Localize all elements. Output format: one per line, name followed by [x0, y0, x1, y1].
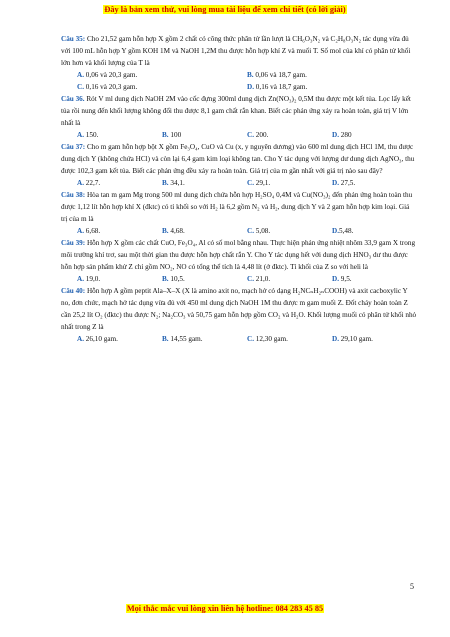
- question-text: Hòa tan m gam Mg trong 500 ml dung dịch chứa hỗn hợp H₂SO₄ 0,4M và Cu(NO₃)₂ đến phản ứng hoàn toàn thu được 1,12 lít hỗn hợp khí X (đktc) có tỉ khối so với H₂ là 6,2 gồm N₂ và H₂, dung dịch Y và 2 gam hỗn hợp kim loại. Giá trị của m là: [61, 191, 413, 223]
- question-label: Câu 36.: [61, 95, 85, 103]
- option-d[interactable]: D. 27,5.: [332, 179, 356, 187]
- question-label: Câu 37:: [61, 143, 86, 151]
- option-b[interactable]: B. 10,5.: [162, 275, 185, 283]
- option-a[interactable]: A. 19,0.: [77, 275, 101, 283]
- answer-options: [77, 225, 417, 237]
- preview-banner-text: Đây là bản xem thử, vui lòng mua tài liệu để xem chi tiết (có lời giải): [104, 5, 346, 14]
- option-a[interactable]: A. 150.: [77, 131, 99, 139]
- option-b[interactable]: B. 14,55 gam.: [162, 335, 203, 343]
- question-text: Cho 21,52 gam hỗn hợp X gồm 2 chất có công thức phân tử lần lượt là CH₆O₃N₂ và C₂H₈O₃N₂ tác dụng vừa đủ với 100 mL hỗn hợp Y gồm KOH 1M và NaOH 1,2M thu được hỗn hợp khí Z và muối T. Số mol của khí có phân tử khối lớn hơn và khối lượng của T là: [61, 35, 411, 67]
- question-label: Câu 38:: [61, 191, 86, 199]
- option-d[interactable]: D.5,48.: [332, 227, 354, 235]
- answer-options: [77, 273, 417, 285]
- page-number: 5: [410, 582, 414, 591]
- option-c[interactable]: C. 29,1.: [247, 179, 271, 187]
- question-text: Rót V ml dung dịch NaOH 2M vào cốc đựng 300ml dung dịch Zn(NO₃)₂ 0,5M thu được một kết tủa. Lọc lấy kết tủa rồi nung đến khối lượng không đổi thu được 8,1 gam chất rắn khan. Biết các phản ứng xảy ra hoàn toàn, giá trị V lớn nhất là: [61, 95, 411, 127]
- question-label: Câu 39:: [61, 239, 86, 247]
- option-c[interactable]: C. 0,16 và 20,3 gam.: [77, 83, 138, 91]
- option-d[interactable]: D. 9,5.: [332, 275, 352, 283]
- option-a[interactable]: A. 0,06 và 20,3 gam.: [77, 71, 138, 79]
- hotline-footer: [0, 604, 450, 613]
- question-label: Câu 35:: [61, 35, 86, 43]
- option-c[interactable]: C. 21,0.: [247, 275, 271, 283]
- question-39: [61, 237, 417, 285]
- option-d[interactable]: D. 280: [332, 131, 352, 139]
- answer-options: [77, 69, 417, 93]
- answer-options: [77, 129, 417, 141]
- option-a[interactable]: A. 22,7.: [77, 179, 101, 187]
- option-c[interactable]: C. 12,30 gam.: [247, 335, 288, 343]
- option-c[interactable]: C. 5,08.: [247, 227, 271, 235]
- option-a[interactable]: A. 6,68.: [77, 227, 101, 235]
- option-b[interactable]: B. 100: [162, 131, 182, 139]
- question-text: Hỗn hợp X gồm các chất CuO, Fe₃O₄, Al có số mol bằng nhau. Thực hiện phản ứng nhiệt nhôm 33,9 gam X trong môi trường khí trơ, sau một thời gian thu được hỗn hợp chất rắn Y. Cho Y tác dụng hết với dung dịch HNO₃ dư thu được hỗn hợp sản phẩm khử Z chỉ gồm NO₂, NO có tổng thể tích là 4,48 lít (ở đktc). Tỉ khối của Z so với heli là: [61, 239, 416, 271]
- answer-options: [77, 177, 417, 189]
- question-36: [61, 93, 417, 141]
- question-37: [61, 141, 417, 189]
- question-text: Cho m gam hỗn hợp bột X gồm Fe₃O₄, CuO và Cu (x, y nguyên dương) vào 600 ml dung dịch HCl 1M, thu được dung dịch Y (không chứa HCl) và còn lại 6,4 gam kim loại không tan. Cho Y tác dụng với lượng dư dung dịch AgNO₃, thu được 102,3 gam kết tủa. Biết các phản ứng đều xảy ra hoàn toàn. Giá trị của m gần nhất với giá trị nào sau đây?: [61, 143, 415, 175]
- question-38: [61, 189, 417, 237]
- question-label: Câu 40:: [61, 287, 86, 295]
- option-b[interactable]: B. 0,06 và 18,7 gam.: [247, 71, 307, 79]
- hotline-text: Mọi thắc mắc vui lòng xin liên hệ hotline: 084 283 45 85: [126, 604, 324, 613]
- option-a[interactable]: A. 26,10 gam.: [77, 335, 118, 343]
- question-35: [61, 33, 417, 93]
- option-d[interactable]: D. 0,16 và 18,7 gam.: [247, 83, 308, 91]
- question-list: [61, 33, 417, 345]
- question-40: [61, 285, 417, 345]
- option-b[interactable]: B. 34,1.: [162, 179, 185, 187]
- preview-banner: [0, 5, 450, 14]
- option-b[interactable]: B. 4,68.: [162, 227, 185, 235]
- question-text: Hỗn hợp A gồm peptit Ala–X–X (X là amino axit no, mạch hở có dạng H₂NCₙH₂ₙCOOH) và axit cacboxylic Y no, đơn chức, mạch hở tác dụng vừa đủ với 450 ml dung dịch NaOH 1M thu được m gam muối Z. Đốt cháy hoàn toàn Z cần 25,2 lít O₂ (đktc) thu được N₂; Na₂CO₃ và 50,75 gam hỗn hợp gồm CO₂ và H₂O. Khối lượng muối có phân tử khối nhỏ nhất trong Z là: [61, 287, 417, 331]
- option-c[interactable]: C. 200.: [247, 131, 269, 139]
- answer-options: [77, 333, 417, 345]
- option-d[interactable]: D. 29,10 gam.: [332, 335, 373, 343]
